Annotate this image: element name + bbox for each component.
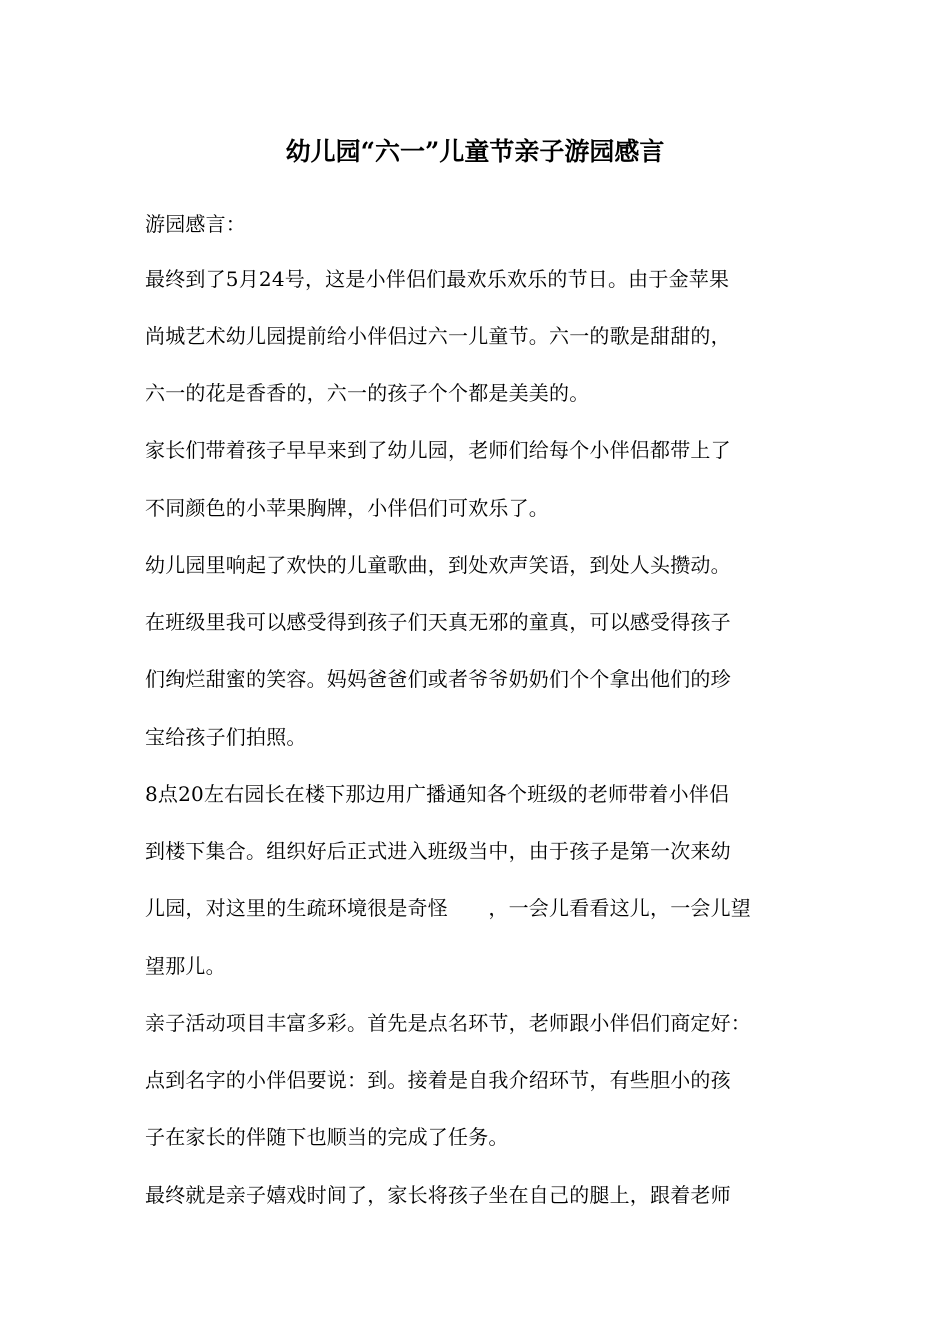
text-line-13: 儿园，对这里的生疏环境很是奇怪 ，一会儿看看这儿，一会儿望 <box>145 896 751 920</box>
text-line-4: 六一的花是香香的，六一的孩子个个都是美美的。 <box>145 381 590 405</box>
text-line-18: 最终就是亲子嬉戏时间了，家长将孩子坐在自己的腿上，跟着老师 <box>145 1183 731 1207</box>
text-line-12: 到楼下集合。组织好后正式进入班级当中，由于孩子是第一次来幼 <box>145 839 731 863</box>
text-line-2: 最终到了5月24号，这是小伴侣们最欢乐欢乐的节日。由于金苹果 <box>145 267 730 291</box>
text-line-10: 宝给孩子们拍照。 <box>145 725 307 749</box>
text-line-3: 尚城艺术幼儿园提前给小伴侣过六一儿童节。六一的歌是甜甜的， <box>145 324 731 348</box>
text-line-11: 8点20左右园长在楼下那边用广播通知各个班级的老师带着小伴侣 <box>145 782 730 806</box>
text-line-8: 在班级里我可以感受得到孩子们天真无邪的童真，可以感受得孩子 <box>145 610 731 634</box>
text-line-17: 子在家长的伴随下也顺当的完成了任务。 <box>145 1125 509 1149</box>
text-line-16: 点到名字的小伴侣要说：到。接着是自我介绍环节，有些胆小的孩 <box>145 1068 731 1092</box>
text-line-9: 们绚烂甜蜜的笑容。妈妈爸爸们或者爷爷奶奶们个个拿出他们的珍 <box>145 667 731 691</box>
text-line-1: 游园感言： <box>145 212 246 236</box>
text-line-14: 望那儿。 <box>145 954 226 978</box>
text-line-6: 不同颜色的小苹果胸牌，小伴侣们可欢乐了。 <box>145 496 549 520</box>
text-line-5: 家长们带着孩子早早来到了幼儿园，老师们给每个小伴侣都带上了 <box>145 438 731 462</box>
text-line-15: 亲子活动项目丰富多彩。首先是点名环节，老师跟小伴侣们商定好： <box>145 1011 751 1035</box>
text-line-7: 幼儿园里响起了欢快的儿童歌曲，到处欢声笑语，到处人头攒动。 <box>145 553 731 577</box>
document-title: 幼儿园“六一”儿童节亲子游园感言 <box>285 137 665 166</box>
